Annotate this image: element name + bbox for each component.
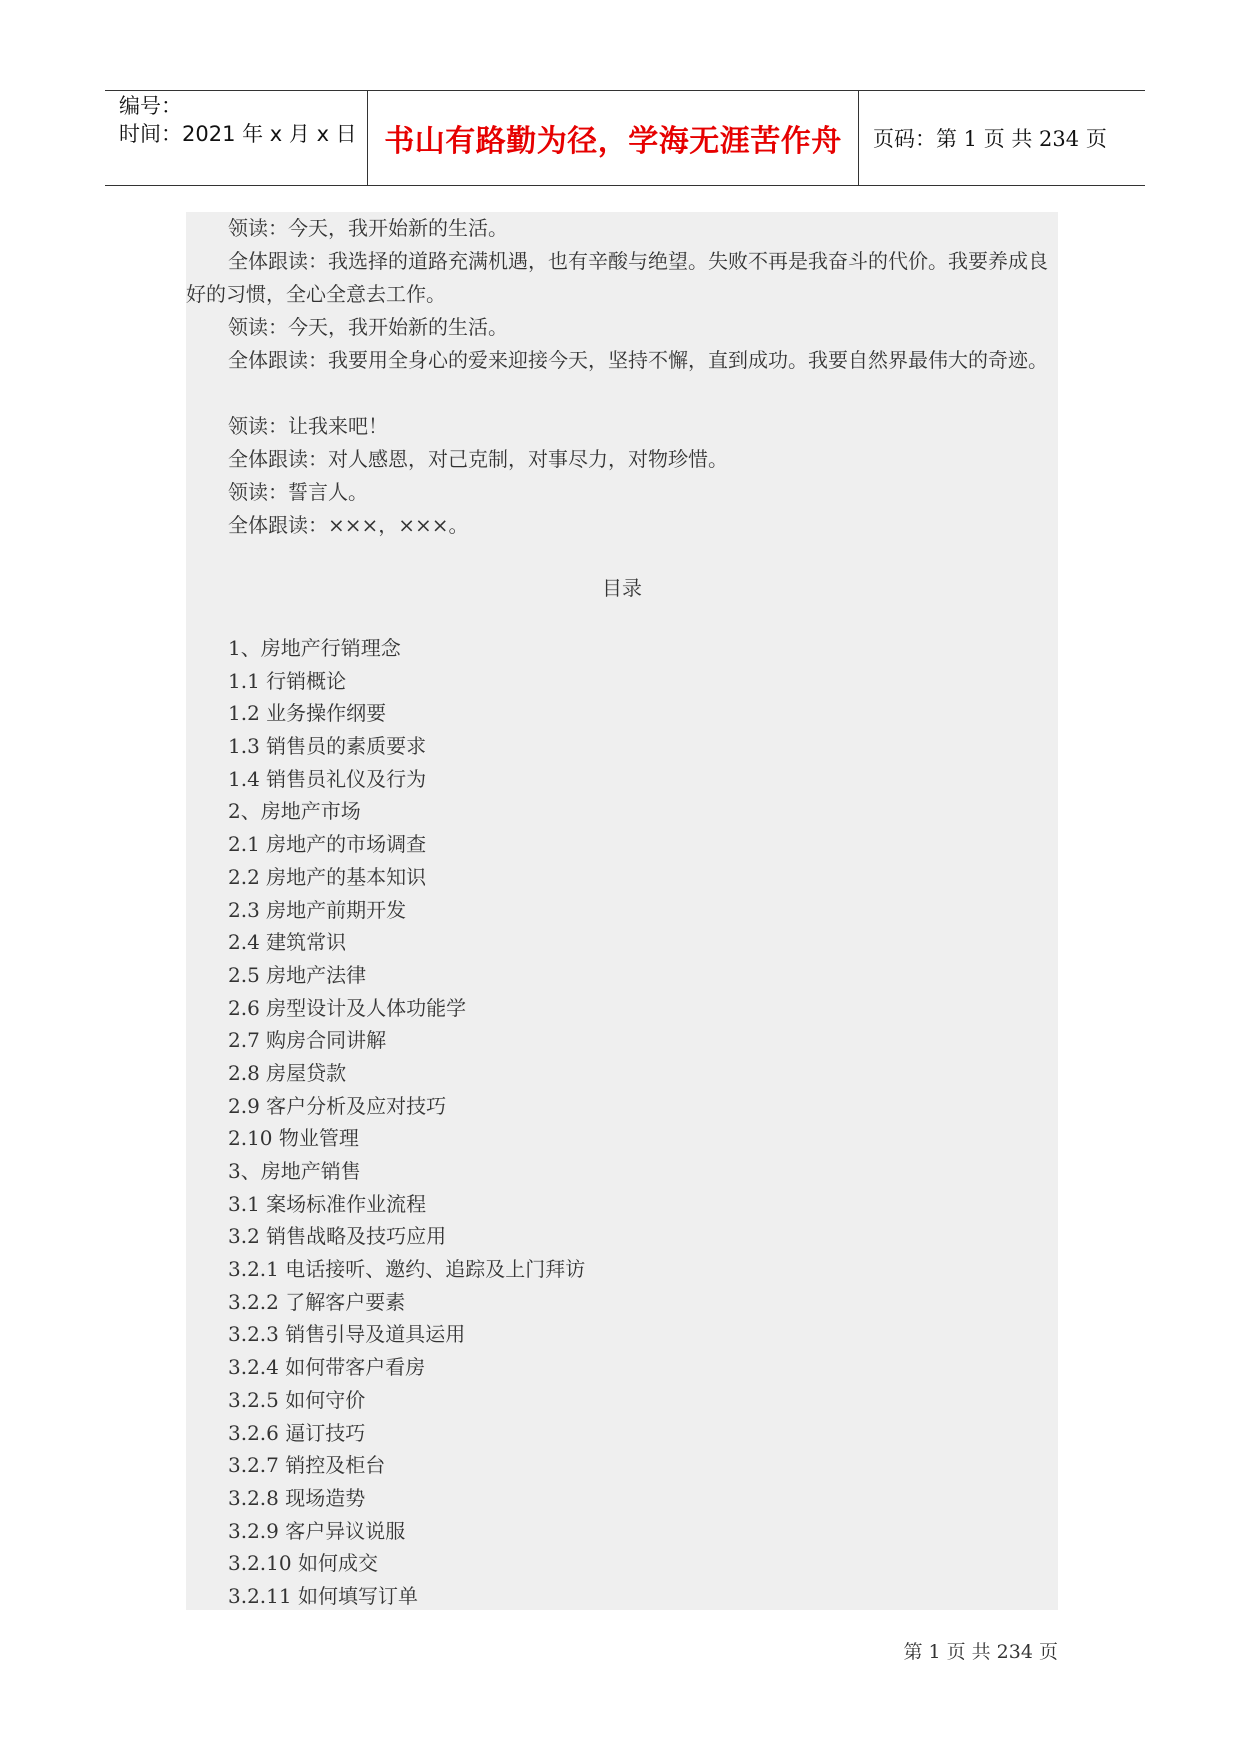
toc-list [228,632,585,1613]
oath-line-2: 全体跟读：我选择的道路充满机遇，也有辛酸与绝望。失败不再是我奋斗的代价。我要养成良好的习惯，全心全意去工作。 [186,249,1048,306]
toc-item: 2.7 购房合同讲解 [228,1028,387,1053]
oath-line-1: 领读：今天，我开始新的生活。 [228,216,508,240]
toc-item: 3.2.11 如何填写订单 [228,1583,418,1608]
header-motto-cell [368,91,859,185]
toc-item: 2.6 房型设计及人体功能学 [228,995,467,1020]
toc-item: 2.1 房地产的市场调查 [228,832,427,857]
toc-item: 3、房地产销售 [228,1159,361,1183]
toc-title: 目录 [602,576,642,600]
toc-item: 2.5 房地产法律 [228,962,367,987]
oath-line-7: 领读：誓言人。 [228,480,368,504]
toc-item: 3.2.8 现场造势 [228,1485,366,1510]
toc-item: 2、房地产市场 [228,799,361,824]
toc-item: 1.4 销售员礼仪及行为 [228,766,427,791]
toc-item: 3.2 销售战略及技巧应用 [228,1224,447,1249]
oath-line-5: 领读：让我来吧！ [228,414,388,438]
toc-item: 3.2.7 销控及柜台 [228,1453,386,1478]
toc-item: 1.3 销售员的素质要求 [228,734,427,759]
oath-line-4: 全体跟读：我要用全身心的爱来迎接今天，坚持不懈，直到成功。我要自然界最伟大的奇迹。 [228,348,1048,372]
toc-item: 3.2.9 客户异议说服 [228,1518,406,1543]
toc-item: 1、房地产行销理念 [228,636,401,660]
page-header [105,90,1145,186]
toc-item: 3.2.2 了解客户要素 [228,1289,406,1314]
toc-item: 2.2 房地产的基本知识 [228,864,427,889]
toc-item: 3.2.3 销售引导及道具运用 [228,1322,466,1347]
toc-item: 3.2.6 逼订技巧 [228,1420,366,1445]
document-number: 编号： [119,94,182,118]
toc-item: 3.2.10 如何成交 [228,1551,378,1576]
page-footer: 第 1 页 共 234 页 [903,1641,1058,1663]
toc-item: 2.10 物业管理 [228,1126,359,1151]
toc-item: 3.2.4 如何带客户看房 [228,1355,426,1380]
header-motto: 书山有路勤为径，学海无涯苦作舟 [384,124,842,159]
toc-item: 2.4 建筑常识 [228,930,347,955]
toc-item: 3.2.5 如何守价 [228,1387,366,1412]
header-page-number: 页码：第 1 页 共 234 页 [873,127,1107,151]
toc-item: 1.1 行销概论 [228,668,347,693]
toc-item: 1.2 业务操作纲要 [228,701,387,726]
toc-item: 2.8 房屋贷款 [228,1060,347,1085]
header-meta [105,91,368,185]
document-date: 时间：2021 年 x 月 x 日 [119,122,357,146]
toc-item: 3.2.1 电话接听、邀约、追踪及上门拜访 [228,1257,586,1282]
oath-line-6: 全体跟读：对人感恩，对己克制，对事尽力，对物珍惜。 [228,447,728,471]
oath-line-3: 领读：今天，我开始新的生活。 [228,315,508,339]
oath-line-8: 全体跟读：×××，×××。 [228,513,469,537]
toc-item: 2.9 客户分析及应对技巧 [228,1093,447,1118]
content-block [186,212,1058,1610]
toc-item: 3.1 案场标准作业流程 [228,1191,427,1216]
toc-item: 2.3 房地产前期开发 [228,897,407,922]
